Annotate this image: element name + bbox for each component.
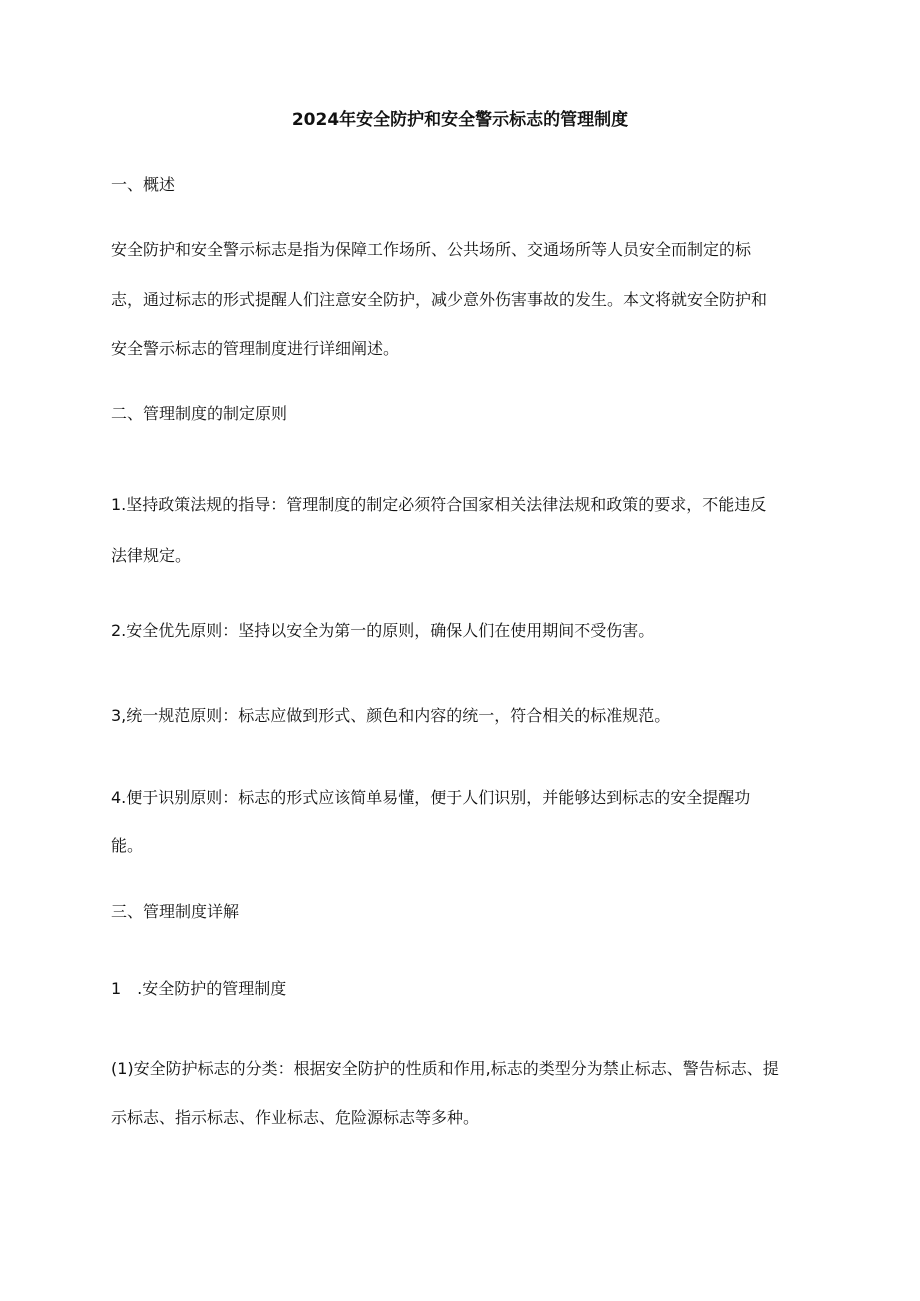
section1-paragraph-line-2: 志，通过标志的形式提醒人们注意安全防护，减少意外伤害事故的发生。本文将就安全防护和 [111,290,768,309]
principle-4-line-2: 能。 [111,836,144,855]
document-title: 2024年安全防护和安全警示标志的管理制度 [291,110,629,130]
section1-heading: 一、概述 [111,175,176,194]
section3-heading: 三、管理制度详解 [111,902,240,921]
principle-1-line-1: 1.坚持政策法规的指导：管理制度的制定必须符合国家相关法律法规和政策的要求，不能违反 [111,495,767,514]
section1-paragraph-line-1: 安全防护和安全警示标志是指为保障工作场所、公共场所、交通场所等人员安全而制定的标 [111,240,752,259]
principle-1-line-2: 法律规定。 [111,546,192,565]
subsection-1-paragraph-line-1: (1)安全防护标志的分类：根据安全防护的性质和作用,标志的类型分为禁止标志、警告标志、提 [111,1059,779,1078]
section2-heading: 二、管理制度的制定原则 [111,404,288,423]
subsection-1-heading: 1 .安全防护的管理制度 [111,979,287,998]
principle-2: 2.安全优先原则：坚持以安全为第一的原则，确保人们在使用期间不受伤害。 [111,621,655,640]
section1-paragraph-line-3: 安全警示标志的管理制度进行详细阐述。 [111,339,400,358]
principle-4-line-1: 4.便于识别原则：标志的形式应该简单易懂，便于人们识别，并能够达到标志的安全提醒功 [111,788,751,807]
subsection-1-paragraph-line-2: 示标志、指示标志、作业标志、危险源标志等多种。 [111,1108,480,1127]
principle-3: 3,统一规范原则：标志应做到形式、颜色和内容的统一，符合相关的标准规范。 [111,706,671,725]
